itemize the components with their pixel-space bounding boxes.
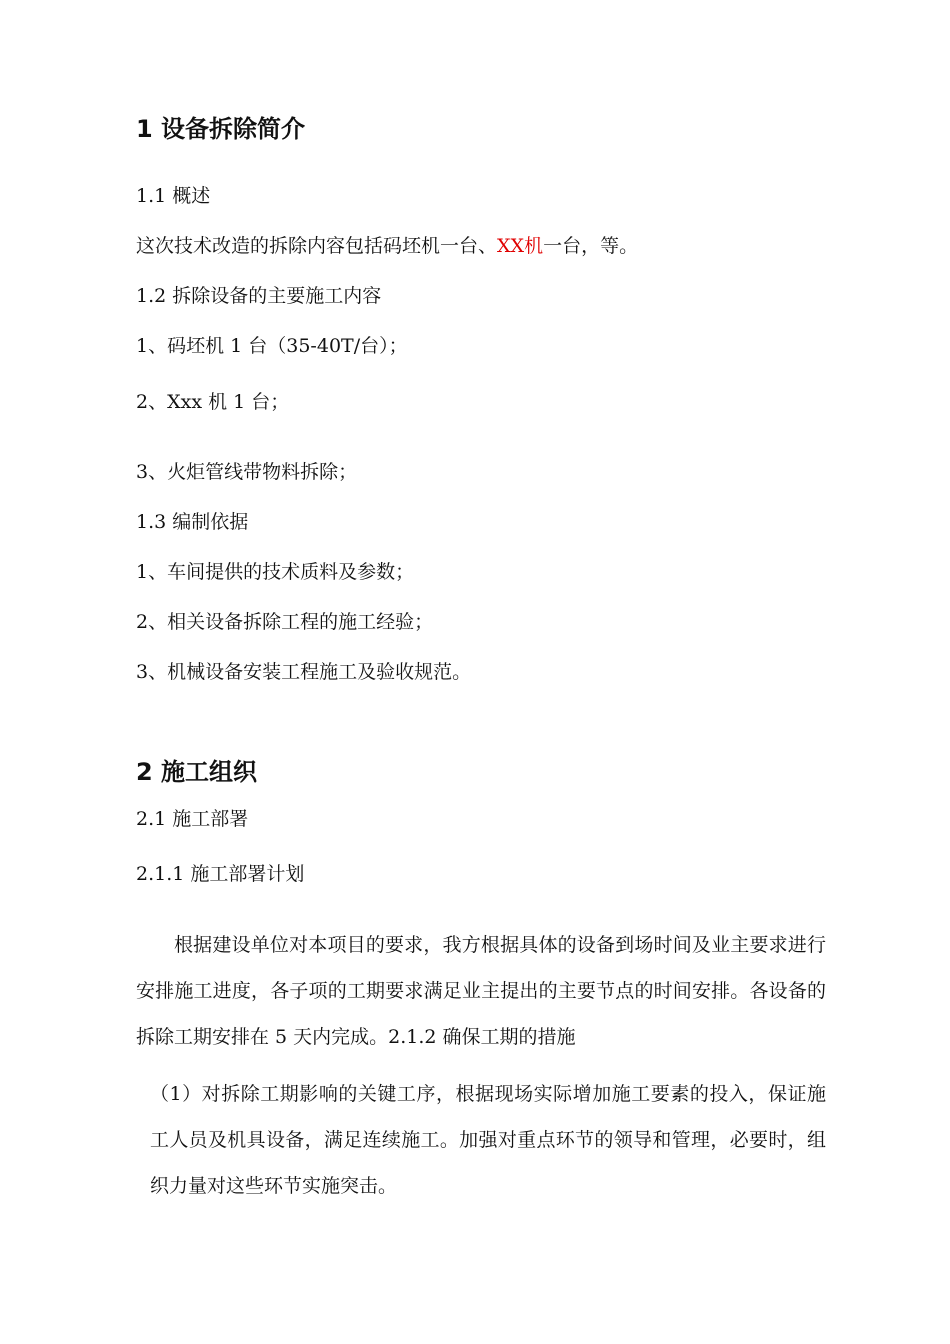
overview-highlight-red: XX机 <box>497 235 544 257</box>
overview-text-start: 这次技术改造的拆除内容包括码坯机一台、 <box>136 235 498 257</box>
subsection-1-3-title: 1.3 编制依据 <box>136 511 249 533</box>
subsection-2-1-title: 2.1 施工部署 <box>136 808 249 830</box>
measures-paragraph: （1）对拆除工期影响的关键工序，根据现场实际增加施工要素的投入，保证施工人员及机具设备，满足连续施工。加强对重点环节的领导和管理，必要时，组织力量对这些环节实施突击。 <box>150 1083 826 1197</box>
section-2-heading: 2 施工组织 <box>136 758 258 786</box>
list-item: 2、相关设备拆除工程的施工经验； <box>136 611 434 633</box>
overview-sentence <box>136 233 638 259</box>
schedule-paragraph: 根据建设单位对本项目的要求，我方根据具体的设备到场时间及业主要求进行安排施工进度，各子项的工期要求满足业主提出的主要节点的时间安排。各设备的拆除工期安排在 5 天内完成。2.1.2 确保工期的措施 <box>136 934 826 1048</box>
list-item: 2、Xxx 机 1 台； <box>136 391 290 413</box>
list-item: 3、机械设备安装工程施工及验收规范。 <box>136 661 472 683</box>
list-item: 1、码坯机 1 台（35-40T/台）； <box>136 335 408 357</box>
section-1-heading: 1 设备拆除简介 <box>136 115 306 143</box>
subsection-2-1-1-title: 2.1.1 施工部署计划 <box>136 863 305 885</box>
subsection-1-2-title: 1.2 拆除设备的主要施工内容 <box>136 285 382 307</box>
list-item: 1、车间提供的技术质料及参数； <box>136 561 415 583</box>
list-item: 3、火炬管线带物料拆除； <box>136 461 358 483</box>
subsection-1-1-title: 1.1 概述 <box>136 185 211 207</box>
overview-text-end: 一台，等。 <box>543 235 639 257</box>
